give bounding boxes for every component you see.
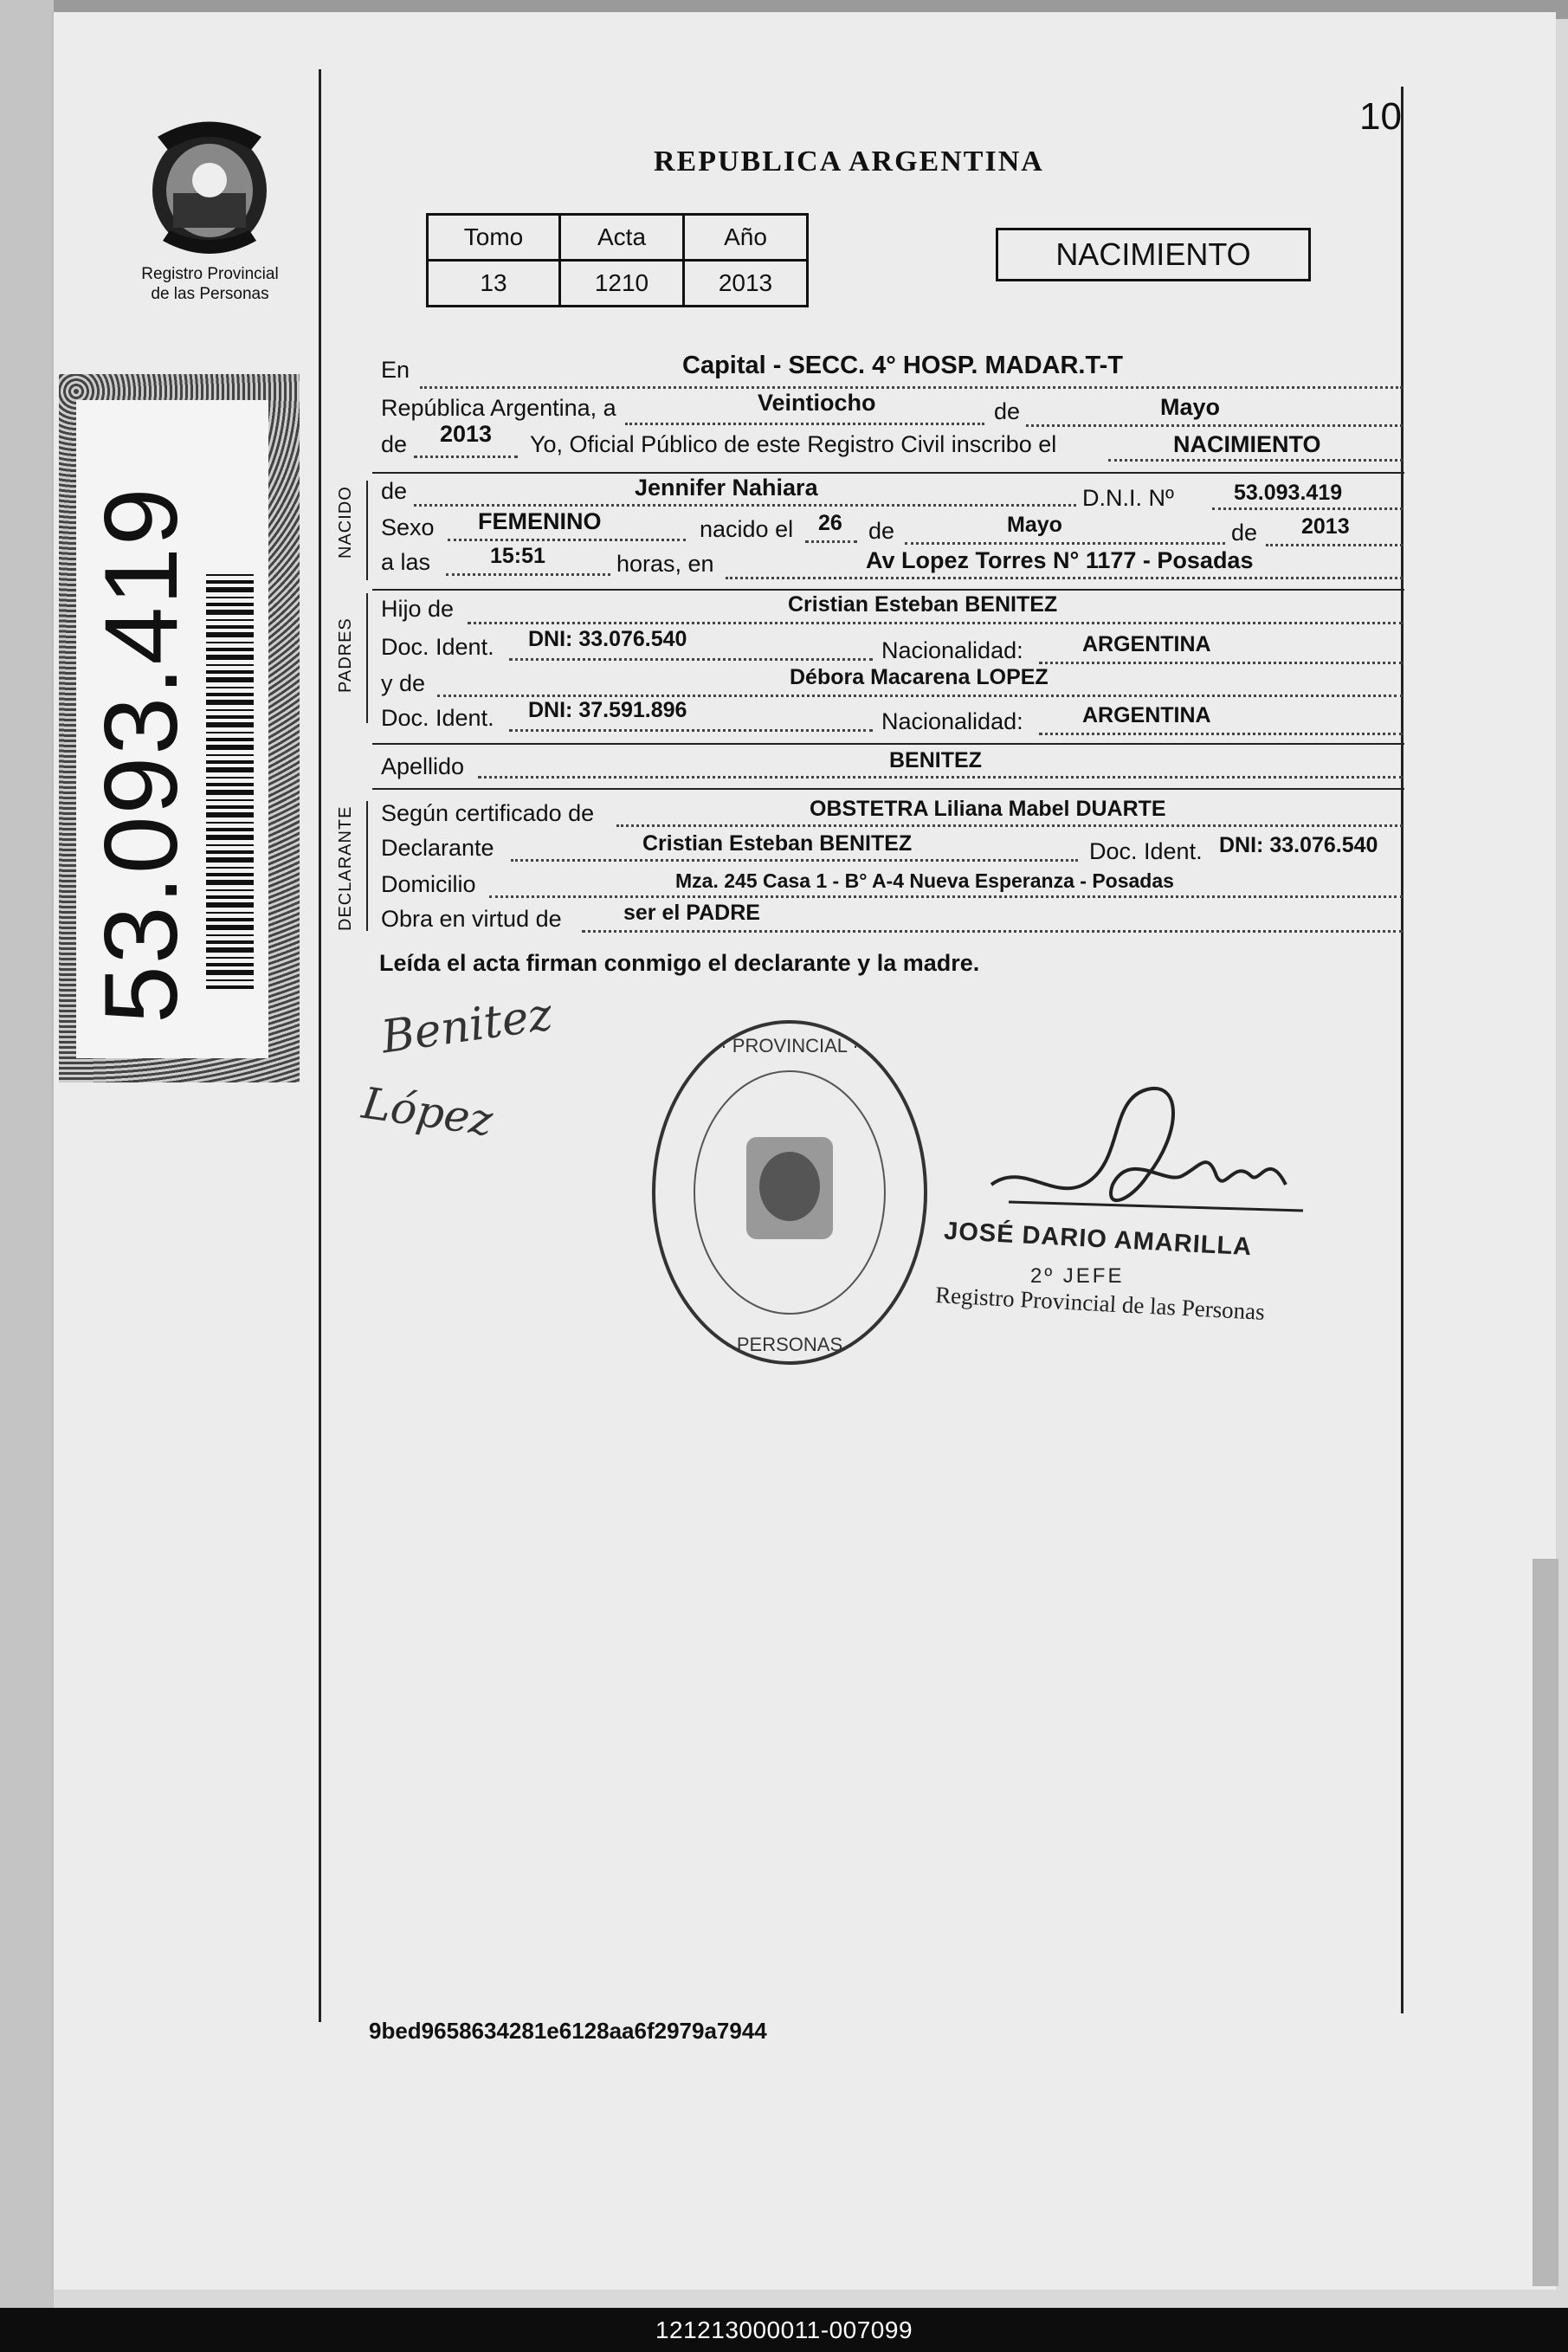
label-doc-ident-madre: Doc. Ident. — [381, 705, 494, 731]
dotline — [468, 622, 1403, 624]
field-anio: 2013 — [440, 421, 493, 447]
dotline — [509, 658, 873, 661]
dotline — [420, 386, 1403, 389]
divider — [372, 472, 1404, 474]
svg-text:· PERSONAS ·: · PERSONAS · — [725, 1334, 855, 1355]
divider — [372, 743, 1404, 745]
svg-text:· PROVINCIAL ·: · PROVINCIAL · — [720, 1035, 859, 1056]
dotline — [905, 542, 1225, 545]
field-anio-nac: 2013 — [1301, 514, 1350, 539]
registry-label — [113, 264, 307, 304]
label-doc-ident-padre: Doc. Ident. — [381, 634, 494, 660]
label-nacionalidad-madre: Nacionalidad: — [881, 708, 1023, 734]
dotline — [625, 423, 984, 425]
official-office: Registro Provincial de las Personas — [934, 1282, 1266, 1325]
label-doc-ident-decl: Doc. Ident. — [1089, 838, 1203, 864]
section-label-padres: PADRES — [336, 617, 355, 693]
dotline — [446, 573, 610, 576]
barcode-panel — [76, 400, 268, 1058]
official-seal-icon — [649, 1018, 931, 1368]
field-declarante-doc: DNI: 33.076.540 — [1219, 833, 1378, 857]
dotline — [726, 577, 1403, 579]
label-de-month: de — [1231, 520, 1258, 546]
record-table-values — [428, 261, 808, 307]
field-padre: Cristian Esteban BENITEZ — [788, 592, 1058, 617]
nacido-bracket — [366, 481, 368, 580]
right-margin-rule — [1401, 87, 1403, 2013]
field-declarante: Cristian Esteban BENITEZ — [642, 831, 913, 856]
field-tipo: NACIMIENTO — [1173, 431, 1321, 457]
field-dia-nac: 26 — [818, 511, 842, 535]
barcode-bars-icon — [206, 573, 254, 989]
label-nacionalidad-padre: Nacionalidad: — [881, 637, 1023, 663]
book-right-edge — [1533, 1559, 1558, 2286]
field-lugar-nac: Av Lopez Torres N° 1177 - Posadas — [866, 547, 1254, 573]
value-tomo: 13 — [428, 261, 560, 307]
document-title: REPUBLICA ARGENTINA — [654, 145, 1044, 178]
dotline — [414, 504, 1076, 507]
label-horas-en: horas, en — [616, 551, 714, 577]
scan-footer-id: 121213000011-007099 — [0, 2308, 1568, 2352]
padres-bracket — [366, 593, 368, 723]
official-role: 2º JEFE — [1030, 1264, 1125, 1288]
label-republica: República Argentina, a — [381, 395, 616, 421]
page-number: 10 — [1359, 95, 1402, 138]
closing-statement: Leída el acta firman conmigo el declarante y la madre. — [379, 950, 980, 976]
header-tomo: Tomo — [428, 215, 560, 261]
dotline — [509, 729, 873, 732]
label-de-year: de — [381, 431, 408, 457]
field-certificado: OBSTETRA Liliana Mabel DUARTE — [810, 797, 1166, 821]
field-madre-doc: DNI: 37.591.896 — [528, 698, 687, 722]
label-y-de: y de — [381, 670, 426, 696]
field-padre-doc: DNI: 33.076.540 — [528, 627, 687, 651]
label-yo-oficial: Yo, Oficial Público de este Registro Civil inscribo el — [530, 431, 1057, 457]
section-label-nacido: NACIDO — [336, 486, 355, 559]
label-declarante: Declarante — [381, 835, 494, 861]
label-a-las: a las — [381, 549, 431, 575]
value-acta: 1210 — [560, 261, 684, 307]
label-sexo: Sexo — [381, 514, 435, 540]
dotline — [437, 695, 1403, 697]
label-obra: Obra en virtud de — [381, 906, 562, 932]
dotline — [1026, 424, 1403, 427]
field-madre: Débora Macarena LOPEZ — [790, 665, 1049, 689]
field-mes-nac: Mayo — [1007, 513, 1062, 537]
field-obra: ser el PADRE — [623, 901, 760, 925]
header-acta: Acta — [560, 215, 684, 261]
field-sexo: FEMENINO — [478, 508, 602, 534]
provincial-emblem-icon — [139, 111, 281, 267]
header-anio: Año — [684, 215, 808, 261]
dotline — [805, 540, 857, 543]
label-dni: D.N.I. Nº — [1082, 485, 1174, 511]
label-de-day: de — [868, 518, 895, 544]
field-lugar: Capital - SECC. 4° HOSP. MADAR.T-T — [682, 352, 1123, 379]
dotline — [478, 776, 1403, 779]
label-apellido: Apellido — [381, 753, 465, 779]
field-dia-texto: Veintiocho — [758, 390, 876, 416]
record-type-box: NACIMIENTO — [996, 228, 1311, 281]
label-nacido-el: nacido el — [700, 516, 794, 542]
value-anio: 2013 — [684, 261, 808, 307]
signature-madre: López — [358, 1077, 496, 1147]
field-madre-nac: ARGENTINA — [1082, 703, 1211, 727]
registry-label-line1: Registro Provincial — [141, 265, 279, 283]
label-de: de — [994, 398, 1021, 424]
document-hash: 9bed9658634281e6128aa6f2979a7944 — [369, 2018, 767, 2044]
field-hora: 15:51 — [490, 544, 545, 568]
record-table — [426, 213, 809, 307]
field-nombre: Jennifer Nahiara — [635, 475, 818, 501]
declarante-bracket — [366, 801, 368, 931]
dotline — [489, 895, 1403, 898]
label-de-name: de — [381, 478, 408, 504]
label-domicilio: Domicilio — [381, 871, 476, 897]
field-apellido: BENITEZ — [889, 748, 982, 772]
record-table-header — [428, 215, 808, 261]
dotline — [511, 859, 1078, 862]
label-hijo-de: Hijo de — [381, 596, 455, 622]
official-name: JOSÉ DARIO AMARILLA — [943, 1217, 1253, 1262]
dotline — [616, 824, 1403, 827]
left-margin-rule — [319, 69, 321, 2022]
section-label-declarante: DECLARANTE — [336, 805, 355, 931]
dotline — [1266, 544, 1403, 546]
field-padre-nac: ARGENTINA — [1082, 632, 1211, 656]
official-signature-icon — [974, 1081, 1320, 1241]
divider — [372, 589, 1404, 591]
dotline — [1212, 507, 1403, 510]
barcode-number: 53.093.419 — [83, 486, 199, 1024]
registry-label-line2: de las Personas — [151, 285, 269, 303]
label-segun: Según certificado de — [381, 800, 595, 826]
dotline — [448, 539, 686, 541]
signature-declarante: Benitez — [377, 988, 556, 1064]
dotline — [582, 930, 1403, 933]
field-domicilio: Mza. 245 Casa 1 - B° A-4 Nueva Esperanza - Posadas — [675, 869, 1174, 892]
field-mes: Mayo — [1160, 394, 1221, 420]
dotline — [1039, 662, 1403, 664]
book-left-edge — [0, 0, 54, 2308]
divider — [372, 788, 1404, 790]
label-en: En — [381, 357, 410, 383]
dotline — [414, 456, 518, 458]
dotline — [1108, 459, 1403, 462]
dotline — [1039, 733, 1403, 735]
field-dni: 53.093.419 — [1234, 481, 1343, 505]
